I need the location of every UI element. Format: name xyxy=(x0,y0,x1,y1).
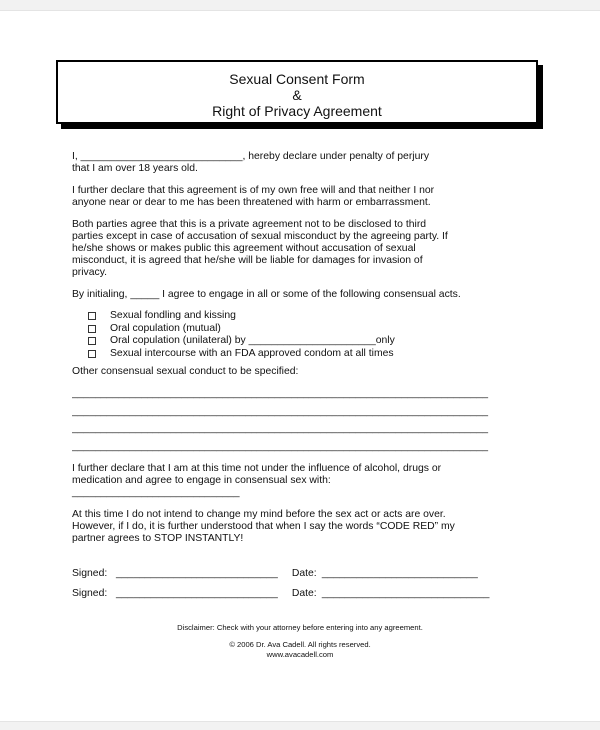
date-line[interactable]: _____________________________ xyxy=(321,588,490,599)
declare-line-2: that I am over 18 years old. xyxy=(72,163,198,174)
private-line-3: he/she shows or makes public this agreement without accusation of sexual xyxy=(72,243,416,254)
checkbox-icon[interactable] xyxy=(88,350,96,358)
act-label: Sexual intercourse with an FDA approved condom at all times xyxy=(110,347,394,359)
date-line[interactable]: ___________________________ xyxy=(321,568,478,579)
website-text: www.avacadell.com xyxy=(266,650,334,659)
act-label: Oral copulation (mutual) xyxy=(110,322,221,334)
signed-label: Signed: xyxy=(72,588,108,599)
other-conduct-lines xyxy=(72,385,532,455)
fill-in-line[interactable]: ________________________________________________________________________ xyxy=(72,388,489,399)
code-red-line-3: partner agrees to STOP INSTANTLY! xyxy=(72,533,244,544)
private-line-1: Both parties agree that this is a private agreement not to be disclosed to third xyxy=(72,219,427,230)
code-red-line-2: However, if I do, it is further understood that when I say the words “CODE RED” my xyxy=(72,521,455,532)
act-label: Sexual fondling and kissing xyxy=(110,310,236,321)
list-item xyxy=(88,323,395,336)
form-title-line-3: Right of Privacy Agreement xyxy=(212,103,382,119)
copyright-text: © 2006 Dr. Ava Cadell. All rights reserved. xyxy=(229,640,371,649)
influence-line-2: medication and agree to engage in consensual sex with: xyxy=(72,475,331,486)
date-label: Date: xyxy=(291,568,317,579)
form-title-box xyxy=(56,60,538,124)
page-bottom-edge xyxy=(0,721,600,730)
fill-in-line[interactable]: ________________________________________________________________________ xyxy=(72,405,489,417)
free-will-line-1: I further declare that this agreement is of my own free will and that neither I nor xyxy=(72,185,435,196)
free-will-line-2: anyone near or dear to me has been threatened with harm or embarrassment. xyxy=(72,197,431,208)
partner-name-line[interactable]: _____________________________ xyxy=(72,487,240,498)
acts-checklist xyxy=(88,310,395,360)
signature-row xyxy=(72,568,478,579)
signature-line[interactable]: ____________________________ xyxy=(116,588,278,599)
checkbox-icon[interactable] xyxy=(88,337,96,345)
page-top-edge xyxy=(0,0,600,11)
date-label: Date: xyxy=(291,588,317,599)
signature-row xyxy=(72,588,489,599)
list-item xyxy=(88,310,395,323)
list-item xyxy=(88,335,395,348)
other-conduct-label: Other consensual sexual conduct to be specified: xyxy=(72,366,299,377)
act-label: Oral copulation (unilateral) by ______________________only xyxy=(110,335,395,346)
private-line-4: misconduct, it is agreed that he/she will be liable for damages for invasion of xyxy=(72,255,423,266)
influence-line-1: I further declare that I am at this time not under the influence of alcohol, drugs or xyxy=(72,463,442,474)
checkbox-icon[interactable] xyxy=(88,325,96,333)
form-title-line-1: Sexual Consent Form xyxy=(229,71,365,87)
form-title-ampersand: & xyxy=(292,87,302,103)
private-line-5: privacy. xyxy=(72,267,108,278)
private-line-2: parties except in case of accusation of sexual misconduct by the agreeing party. If xyxy=(72,231,448,242)
initialing-line: By initialing, _____ I agree to engage in all or some of the following consensual acts. xyxy=(72,289,461,300)
fill-in-line[interactable]: ________________________________________________________________________ xyxy=(72,423,489,434)
checkbox-icon[interactable] xyxy=(88,312,96,320)
signed-label: Signed: xyxy=(72,568,108,579)
declare-line-1: I, ____________________________, hereby declare under penalty of perjury xyxy=(72,151,430,162)
signature-line[interactable]: ____________________________ xyxy=(116,568,278,579)
disclaimer-text: Disclaimer: Check with your attorney before entering into any agreement. xyxy=(177,623,423,632)
code-red-line-1: At this time I do not intend to change my mind before the sex act or acts are over. xyxy=(72,509,446,520)
fill-in-line[interactable]: ________________________________________________________________________ xyxy=(72,440,489,452)
list-item xyxy=(88,348,395,361)
